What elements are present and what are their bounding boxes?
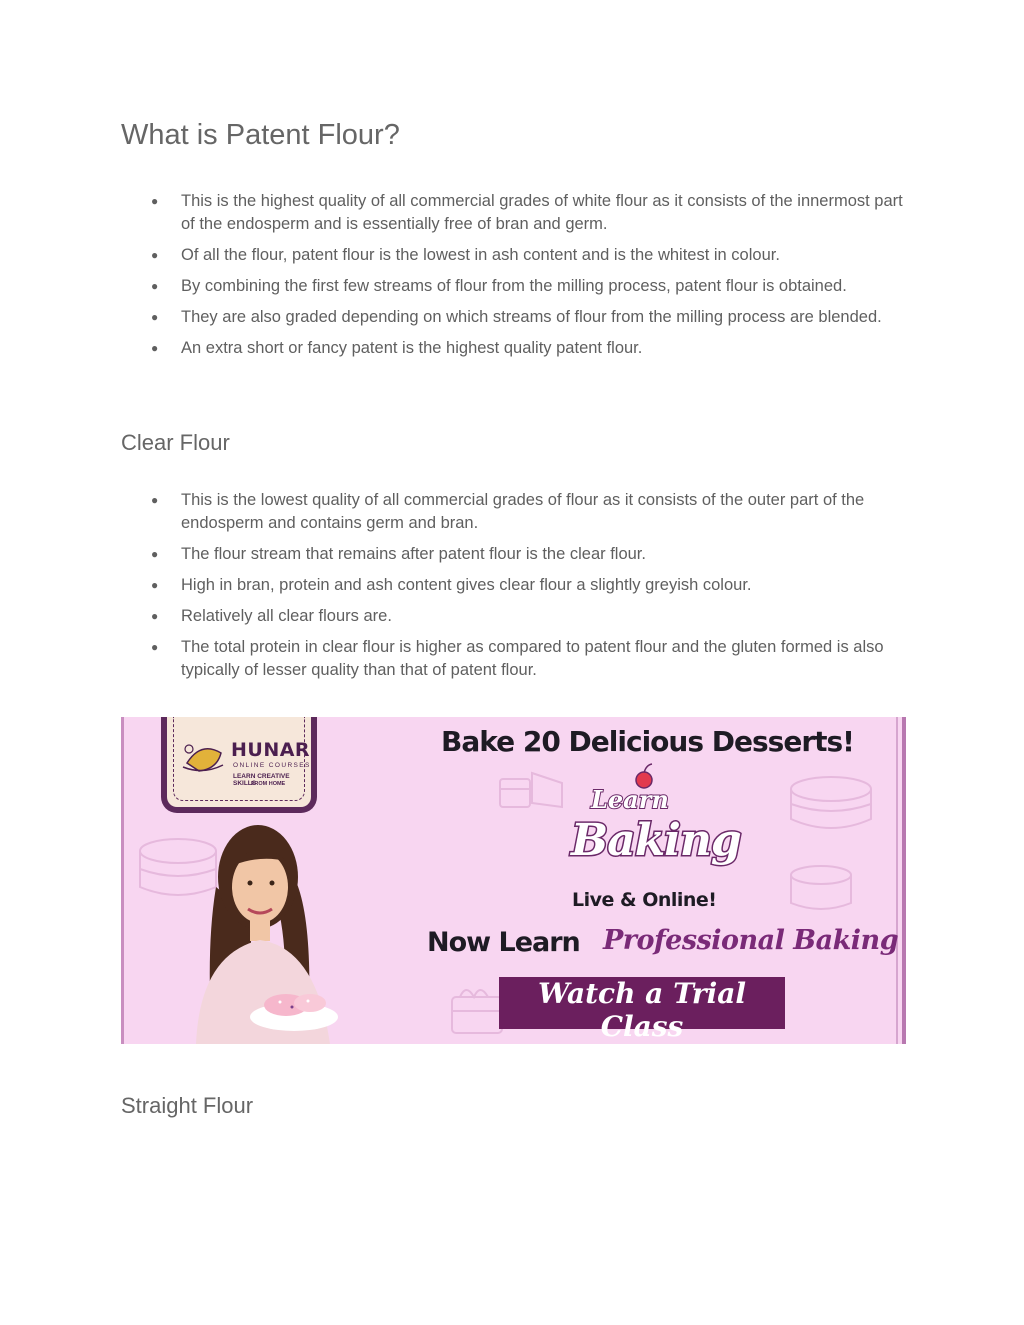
logo-tagline-2: FROM HOME: [251, 781, 286, 787]
list-item: ● Relatively all clear flours are.: [121, 605, 911, 628]
list-item: ● The total protein in clear flour is higher as compared to patent flour and the gluten formed is also typically of lesser quality than that of patent flour.: [121, 636, 911, 682]
list-item: ● An extra short or fancy patent is the highest quality patent flour.: [121, 337, 911, 360]
woman-with-donuts-image: [176, 817, 366, 1044]
list-item: ● By combining the first few streams of flour from the milling process, patent flour is obtained.: [121, 275, 911, 298]
cake-doodle-icon: [496, 765, 566, 811]
list-item: ● High in bran, protein and ash content gives clear flour a slightly greyish colour.: [121, 574, 911, 597]
list-item: ● This is the lowest quality of all commercial grades of flour as it consists of the outer part of the endosperm and contains germ and bran.: [121, 489, 911, 535]
heading-straight-flour: Straight Flour: [121, 1093, 254, 1118]
banner-title: Bake 20 Delicious Desserts!: [441, 725, 854, 758]
banner-right-border-inner: [896, 717, 898, 1044]
live-online-text: Live & Online!: [572, 889, 717, 911]
professional-baking-text: Professional Baking: [603, 925, 899, 956]
logo-tagline: LEARN CREATIVE SKILLS: [233, 773, 290, 787]
now-learn-text: Now Learn: [427, 927, 580, 958]
cake-doodle-icon: [776, 759, 886, 839]
learn-word: Learn: [591, 785, 669, 814]
hunar-logo: [161, 717, 317, 813]
cake-doodle-icon: [781, 857, 861, 917]
logo-wordmark: HUNAR: [231, 739, 311, 761]
logo-subtitle: ONLINE COURSES: [233, 762, 311, 769]
clear-flour-list: [121, 489, 911, 690]
baking-course-banner[interactable]: [121, 717, 906, 1044]
list-item: ● Of all the flour, patent flour is the lowest in ash content and is the whitest in colour.: [121, 244, 911, 267]
watch-trial-class-button[interactable]: Watch a Trial Class: [499, 977, 785, 1029]
banner-left-border: [121, 717, 124, 1044]
baking-word: Baking: [571, 815, 741, 866]
list-item: ● They are also graded depending on which streams of flour from the milling process are blended.: [121, 306, 911, 329]
patent-flour-list: [121, 190, 911, 368]
heading-clear-flour: Clear Flour: [121, 430, 230, 455]
list-item: ● The flour stream that remains after patent flour is the clear flour.: [121, 543, 911, 566]
list-item: ● This is the highest quality of all commercial grades of white flour as it consists of the innermost part of the endosperm and is essentially free of bran and germ.: [121, 190, 911, 236]
banner-right-border: [902, 717, 906, 1044]
heading-patent-flour: What is Patent Flour?: [121, 119, 400, 151]
chef-hat-icon: [179, 737, 229, 777]
